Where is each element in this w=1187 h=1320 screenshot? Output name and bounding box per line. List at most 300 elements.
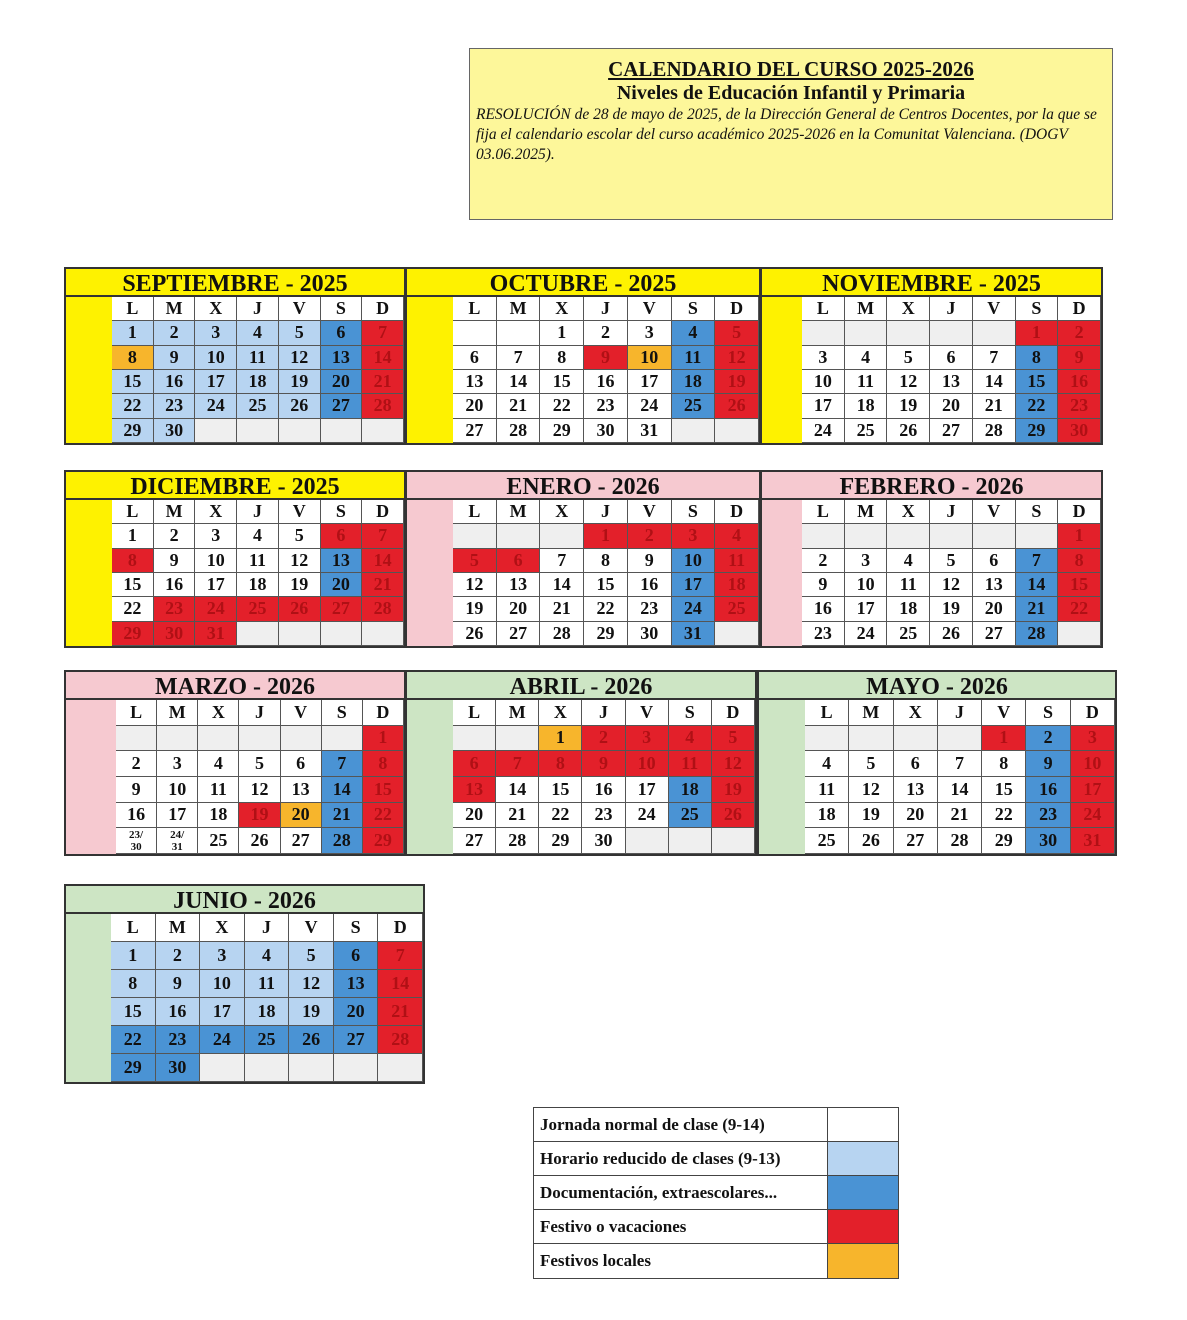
day-cell: 5 <box>239 751 280 777</box>
day-cell: 31 <box>672 622 716 646</box>
day-cell: 7 <box>496 751 539 777</box>
empty-day-cell <box>321 622 363 646</box>
day-cell: 24 <box>200 1026 245 1054</box>
month-title: JUNIO - 2026 <box>66 886 423 914</box>
day-cell: 7 <box>362 321 404 345</box>
day-cell: 1 <box>539 726 582 752</box>
day-cell: 26 <box>239 828 280 854</box>
day-cell: 29 <box>539 828 582 854</box>
day-cell: 11 <box>669 751 712 777</box>
day-cell: 29 <box>363 828 404 854</box>
empty-day-cell <box>497 321 541 345</box>
day-cell: 2 <box>154 524 196 548</box>
weekday-header: L <box>116 700 157 726</box>
weekday-header: S <box>672 297 716 321</box>
day-cell: 9 <box>154 346 196 370</box>
empty-day-cell <box>200 1054 245 1082</box>
day-cell: 9 <box>1058 346 1101 370</box>
empty-day-cell <box>289 1054 334 1082</box>
day-cell: 9 <box>156 970 201 998</box>
empty-day-cell <box>157 726 198 752</box>
day-cell: 28 <box>973 419 1016 443</box>
month-title: OCTUBRE - 2025 <box>407 269 759 297</box>
empty-day-cell <box>805 726 849 752</box>
day-cell: 3 <box>195 321 237 345</box>
legend-swatch <box>828 1176 898 1209</box>
weekday-header: L <box>453 297 497 321</box>
day-cell: 21 <box>1016 597 1059 621</box>
empty-day-cell <box>334 1054 379 1082</box>
day-cell: 19 <box>712 777 755 803</box>
day-cell: 6 <box>497 549 541 573</box>
day-cell: 27 <box>497 622 541 646</box>
month-color-strip <box>759 700 805 854</box>
day-cell: 25 <box>845 419 888 443</box>
day-cell: 12 <box>887 370 930 394</box>
day-cell: 19 <box>279 573 321 597</box>
weekday-header: M <box>849 700 893 726</box>
empty-day-cell <box>453 726 496 752</box>
month-title: ABRIL - 2026 <box>407 672 755 700</box>
weekday-header: X <box>894 700 938 726</box>
month-title: NOVIEMBRE - 2025 <box>762 269 1101 297</box>
day-cell: 26 <box>712 803 755 829</box>
day-cell: 16 <box>116 803 157 829</box>
legend-swatch <box>828 1142 898 1175</box>
day-cell: 4 <box>887 549 930 573</box>
day-grid <box>802 500 1101 646</box>
day-cell: 15 <box>982 777 1026 803</box>
weekday-header: L <box>111 914 156 942</box>
weekday-header: M <box>845 500 888 524</box>
day-cell: 18 <box>237 573 279 597</box>
day-cell: 28 <box>1016 622 1059 646</box>
day-cell: 22 <box>1016 394 1059 418</box>
day-cell: 11 <box>245 970 290 998</box>
day-cell: 13 <box>334 970 379 998</box>
day-cell: 14 <box>973 370 1016 394</box>
day-cell: 23 <box>1058 394 1101 418</box>
day-cell: 13 <box>453 777 496 803</box>
day-cell: 13 <box>321 346 363 370</box>
weekday-header: S <box>322 700 363 726</box>
month-body <box>66 914 423 1082</box>
day-cell: 7 <box>322 751 363 777</box>
day-cell: 27 <box>321 597 363 621</box>
day-cell: 16 <box>1058 370 1101 394</box>
weekday-header: L <box>453 500 497 524</box>
day-cell: 11 <box>237 549 279 573</box>
legend <box>533 1107 899 1279</box>
day-cell: 20 <box>321 573 363 597</box>
day-cell: 3 <box>157 751 198 777</box>
day-cell: 25 <box>715 597 759 621</box>
weekday-header: J <box>938 700 982 726</box>
day-cell: 7 <box>362 524 404 548</box>
day-cell: 15 <box>539 777 582 803</box>
day-cell: 24 <box>672 597 716 621</box>
weekday-header: D <box>715 297 759 321</box>
day-cell: 11 <box>198 777 239 803</box>
resolution-text: RESOLUCIÓN de 28 de mayo de 2025, de la Dirección General de Centros Docentes, por la que se fija el calendario escolar del curso académico 2025-2026 en la Comunitat Valenciana. (DOGV 03.06.2025). <box>476 106 1097 163</box>
day-cell: 15 <box>1058 573 1101 597</box>
day-cell: 6 <box>334 942 379 970</box>
empty-day-cell <box>626 828 669 854</box>
day-cell: 1 <box>112 524 154 548</box>
day-cell: 30 <box>1058 419 1101 443</box>
day-cell: 18 <box>672 370 716 394</box>
weekday-header: S <box>321 500 363 524</box>
weekday-header: D <box>715 500 759 524</box>
weekday-header: X <box>195 500 237 524</box>
day-cell: 5 <box>887 346 930 370</box>
day-cell: 8 <box>540 346 584 370</box>
day-cell: 29 <box>112 622 154 646</box>
empty-day-cell <box>669 828 712 854</box>
month-color-strip <box>762 297 802 443</box>
day-cell: 12 <box>279 549 321 573</box>
empty-day-cell <box>1016 524 1059 548</box>
weekday-header: D <box>378 914 423 942</box>
month-calendar <box>64 670 406 856</box>
day-cell: 15 <box>363 777 404 803</box>
day-cell: 6 <box>453 751 496 777</box>
weekday-header: X <box>540 500 584 524</box>
weekday-header: S <box>334 914 379 942</box>
day-cell: 5 <box>289 942 334 970</box>
month-body <box>66 297 404 443</box>
day-cell: 8 <box>363 751 404 777</box>
day-cell: 23 <box>628 597 672 621</box>
day-cell: 20 <box>453 394 497 418</box>
empty-day-cell <box>1058 622 1101 646</box>
weekday-header: D <box>712 700 755 726</box>
day-cell: 29 <box>540 419 584 443</box>
day-cell: 16 <box>154 370 196 394</box>
day-cell: 23 <box>1026 803 1070 829</box>
day-cell: 26 <box>279 394 321 418</box>
day-cell: 9 <box>584 346 628 370</box>
day-cell: 21 <box>973 394 1016 418</box>
day-cell: 9 <box>582 751 625 777</box>
day-cell: 23 <box>156 1026 201 1054</box>
month-title: MARZO - 2026 <box>66 672 404 700</box>
day-cell: 27 <box>930 419 973 443</box>
day-cell: 7 <box>938 751 982 777</box>
day-cell: 22 <box>982 803 1026 829</box>
month-color-strip <box>407 700 453 854</box>
weekday-header: D <box>1058 500 1101 524</box>
day-cell: 9 <box>116 777 157 803</box>
day-cell: 5 <box>279 321 321 345</box>
empty-day-cell <box>540 524 584 548</box>
empty-day-cell <box>378 1054 423 1082</box>
empty-day-cell <box>245 1054 290 1082</box>
day-cell: 27 <box>281 828 322 854</box>
day-cell: 11 <box>237 346 279 370</box>
legend-swatch <box>828 1210 898 1243</box>
day-cell: 8 <box>1016 346 1059 370</box>
empty-day-cell <box>362 622 404 646</box>
empty-day-cell <box>715 419 759 443</box>
day-cell: 14 <box>362 346 404 370</box>
day-cell: 1 <box>1058 524 1101 548</box>
day-cell: 24 <box>1071 803 1115 829</box>
empty-day-cell <box>802 321 845 345</box>
weekday-header: M <box>497 297 541 321</box>
day-cell: 24 <box>195 394 237 418</box>
month-color-strip <box>762 500 802 646</box>
day-cell: 13 <box>973 573 1016 597</box>
weekday-header: V <box>628 500 672 524</box>
day-cell: 22 <box>539 803 582 829</box>
empty-day-cell <box>279 622 321 646</box>
day-cell: 2 <box>116 751 157 777</box>
day-cell: 14 <box>378 970 423 998</box>
day-cell: 10 <box>195 549 237 573</box>
day-cell: 5 <box>712 726 755 752</box>
day-cell: 15 <box>112 573 154 597</box>
legend-swatch <box>828 1244 898 1278</box>
weekday-header: M <box>156 914 201 942</box>
day-cell: 9 <box>154 549 196 573</box>
weekday-header: D <box>1071 700 1115 726</box>
weekday-header: D <box>363 700 404 726</box>
day-cell: 19 <box>279 370 321 394</box>
day-cell: 29 <box>982 828 1026 854</box>
weekday-header: L <box>112 297 154 321</box>
day-cell: 6 <box>930 346 973 370</box>
legend-row <box>534 1108 898 1142</box>
day-cell: 20 <box>321 370 363 394</box>
weekday-header: V <box>628 297 672 321</box>
weekday-header: J <box>930 500 973 524</box>
day-cell: 31 <box>1071 828 1115 854</box>
empty-day-cell <box>237 419 279 443</box>
day-cell: 13 <box>930 370 973 394</box>
day-cell: 8 <box>982 751 1026 777</box>
day-cell: 3 <box>845 549 888 573</box>
legend-row <box>534 1210 898 1244</box>
weekday-header: M <box>497 500 541 524</box>
day-cell: 16 <box>802 597 845 621</box>
empty-day-cell <box>845 321 888 345</box>
weekday-header: S <box>669 700 712 726</box>
day-cell: 25 <box>887 622 930 646</box>
day-cell: 20 <box>894 803 938 829</box>
day-cell: 13 <box>321 549 363 573</box>
day-cell: 19 <box>715 370 759 394</box>
day-cell: 20 <box>973 597 1016 621</box>
day-cell: 25 <box>669 803 712 829</box>
day-cell: 16 <box>582 777 625 803</box>
day-cell: 1 <box>112 321 154 345</box>
page-title: CALENDARIO DEL CURSO 2025-2026 <box>608 57 974 81</box>
day-cell: 1 <box>1016 321 1059 345</box>
day-cell: 3 <box>1071 726 1115 752</box>
empty-day-cell <box>930 321 973 345</box>
day-cell: 10 <box>200 970 245 998</box>
day-cell: 18 <box>805 803 849 829</box>
day-cell: 17 <box>628 370 672 394</box>
day-cell: 20 <box>930 394 973 418</box>
day-cell: 24 <box>628 394 672 418</box>
month-color-strip <box>66 297 112 443</box>
day-cell: 2 <box>628 524 672 548</box>
month-calendar <box>405 670 757 856</box>
day-cell: 28 <box>540 622 584 646</box>
weekday-header: V <box>279 500 321 524</box>
day-cell: 10 <box>802 370 845 394</box>
day-cell: 11 <box>887 573 930 597</box>
day-cell: 26 <box>279 597 321 621</box>
day-cell: 2 <box>1058 321 1101 345</box>
day-cell: 12 <box>930 573 973 597</box>
weekday-header: S <box>1016 297 1059 321</box>
empty-day-cell <box>973 524 1016 548</box>
weekday-header: J <box>237 500 279 524</box>
day-cell: 27 <box>894 828 938 854</box>
weekday-header: X <box>540 297 584 321</box>
day-cell: 10 <box>626 751 669 777</box>
month-color-strip <box>66 700 116 854</box>
weekday-header: X <box>200 914 245 942</box>
weekday-header: J <box>930 297 973 321</box>
day-cell: 3 <box>672 524 716 548</box>
calendar-header <box>469 48 1113 220</box>
day-cell: 5 <box>715 321 759 345</box>
day-cell: 16 <box>154 573 196 597</box>
day-cell: 3 <box>626 726 669 752</box>
day-cell: 21 <box>362 573 404 597</box>
weekday-header: V <box>973 297 1016 321</box>
day-cell: 27 <box>973 622 1016 646</box>
day-cell: 17 <box>195 573 237 597</box>
day-cell: 12 <box>849 777 893 803</box>
empty-day-cell <box>362 419 404 443</box>
day-cell: 21 <box>938 803 982 829</box>
month-body <box>407 500 759 646</box>
day-cell: 15 <box>584 573 628 597</box>
day-cell: 7 <box>378 942 423 970</box>
empty-day-cell <box>198 726 239 752</box>
day-grid <box>453 500 759 646</box>
weekday-header: S <box>321 297 363 321</box>
day-cell: 2 <box>582 726 625 752</box>
day-cell: 3 <box>802 346 845 370</box>
day-cell: 22 <box>584 597 628 621</box>
day-cell: 28 <box>378 1026 423 1054</box>
day-cell: 25 <box>672 394 716 418</box>
day-cell: 30 <box>582 828 625 854</box>
day-cell: 17 <box>802 394 845 418</box>
day-cell: 8 <box>112 346 154 370</box>
month-calendar <box>64 470 406 648</box>
day-cell: 4 <box>237 524 279 548</box>
day-cell: 28 <box>362 394 404 418</box>
month-body <box>407 700 755 854</box>
weekday-header: M <box>496 700 539 726</box>
day-cell: 7 <box>497 346 541 370</box>
empty-day-cell <box>849 726 893 752</box>
empty-day-cell <box>715 622 759 646</box>
day-cell: 21 <box>362 370 404 394</box>
weekday-header: V <box>626 700 669 726</box>
legend-row <box>534 1142 898 1176</box>
empty-day-cell <box>496 726 539 752</box>
day-cell: 22 <box>540 394 584 418</box>
day-cell: 4 <box>245 942 290 970</box>
day-cell: 23 <box>154 394 196 418</box>
weekday-header: M <box>154 500 196 524</box>
weekday-header: X <box>198 700 239 726</box>
day-cell: 12 <box>712 751 755 777</box>
day-cell: 29 <box>1016 419 1059 443</box>
day-grid <box>802 297 1101 443</box>
day-cell: 6 <box>894 751 938 777</box>
weekday-header: L <box>802 297 845 321</box>
month-title: ENERO - 2026 <box>407 472 759 500</box>
empty-day-cell <box>321 419 363 443</box>
day-cell: 18 <box>887 597 930 621</box>
day-cell: 20 <box>281 803 322 829</box>
empty-day-cell <box>195 419 237 443</box>
day-cell: 14 <box>322 777 363 803</box>
day-grid <box>112 297 404 443</box>
day-cell: 3 <box>195 524 237 548</box>
legend-row <box>534 1244 898 1278</box>
day-cell: 30 <box>1026 828 1070 854</box>
day-cell: 6 <box>321 321 363 345</box>
day-cell: 8 <box>539 751 582 777</box>
day-cell: 21 <box>497 394 541 418</box>
day-cell: 12 <box>715 346 759 370</box>
day-cell: 24 <box>195 597 237 621</box>
weekday-header: D <box>362 500 404 524</box>
day-cell: 20 <box>453 803 496 829</box>
day-cell: 13 <box>894 777 938 803</box>
day-cell: 27 <box>453 828 496 854</box>
empty-day-cell <box>453 321 497 345</box>
day-cell: 21 <box>322 803 363 829</box>
month-calendar <box>760 470 1103 648</box>
day-grid <box>112 500 404 646</box>
day-grid <box>116 700 404 854</box>
day-cell: 30 <box>154 622 196 646</box>
day-cell: 24 <box>626 803 669 829</box>
month-calendar <box>405 470 761 648</box>
weekday-header: V <box>973 500 1016 524</box>
day-cell: 28 <box>938 828 982 854</box>
day-cell: 28 <box>497 419 541 443</box>
empty-day-cell <box>845 524 888 548</box>
weekday-header: M <box>154 297 196 321</box>
weekday-header: V <box>982 700 1026 726</box>
day-cell: 10 <box>628 346 672 370</box>
day-cell: 10 <box>157 777 198 803</box>
day-cell: 2 <box>584 321 628 345</box>
day-cell: 30 <box>628 622 672 646</box>
day-cell: 18 <box>669 777 712 803</box>
day-grid <box>453 297 759 443</box>
month-color-strip <box>407 297 453 443</box>
day-cell: 26 <box>289 1026 334 1054</box>
month-calendar <box>757 670 1117 856</box>
day-cell: 19 <box>289 998 334 1026</box>
day-cell: 26 <box>887 419 930 443</box>
month-title: SEPTIEMBRE - 2025 <box>66 269 404 297</box>
day-cell: 19 <box>453 597 497 621</box>
